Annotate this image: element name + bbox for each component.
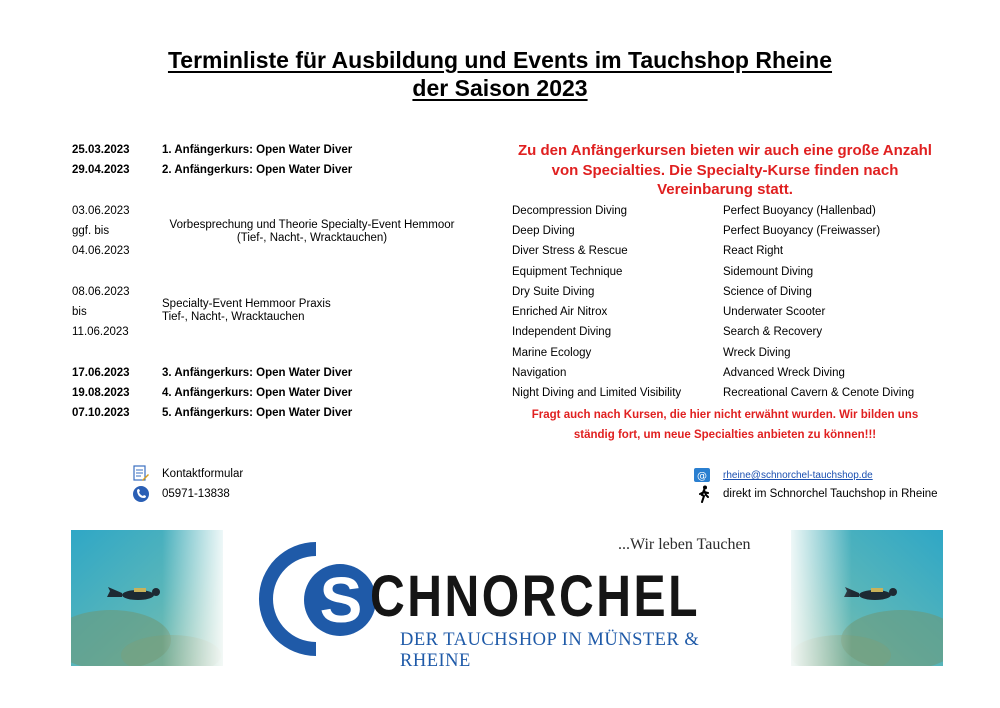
specialty-item: Navigation: [512, 367, 567, 379]
event-b-end: 11.06.2023: [72, 326, 129, 338]
specialty-item: React Right: [723, 245, 784, 257]
svg-text:@: @: [697, 471, 707, 482]
diver-photo-left: [71, 530, 223, 666]
specialty-item: Perfect Buoyancy (Hallenbad): [723, 205, 876, 217]
email-link[interactable]: rheine@schnorchel-tauchshop.de: [723, 470, 873, 481]
brand-tagline: ...Wir leben Tauchen: [618, 536, 751, 553]
event-a-description: [162, 219, 462, 245]
event-text: 3. Anfängerkurs: Open Water Diver: [162, 367, 353, 379]
phone-icon: [132, 485, 150, 503]
event-b-description: [162, 298, 331, 324]
specialty-item: Marine Ecology: [512, 347, 592, 359]
specialty-item: Equipment Technique: [512, 266, 623, 278]
event-a-line-1: Vorbesprechung und Theorie Specialty-Event Hemmoor: [169, 219, 455, 231]
page-title: [0, 46, 1000, 102]
event-date: 29.04.2023: [72, 164, 130, 176]
specialty-item: Sidemount Diving: [723, 266, 814, 278]
event-a-line-2: (Tief-, Nacht-, Wracktauchen): [236, 232, 388, 244]
diver-photo-right: [791, 530, 943, 666]
specialty-item: Enriched Air Nitrox: [512, 306, 608, 318]
brand-subtitle: DER TAUCHSHOP IN MÜNSTER & RHEINE: [400, 630, 700, 671]
note-line-1: Fragt auch nach Kursen, die hier nicht erwähnt wurden. Wir bilden uns: [531, 409, 919, 421]
specialty-item: Perfect Buoyancy (Freiwasser): [723, 225, 881, 237]
title-line-1: Terminliste für Ausbildung und Events im Tauchshop Rheine: [167, 47, 833, 73]
promo-line-3: Vereinbarung statt.: [657, 181, 793, 198]
event-text: 2. Anfängerkurs: Open Water Diver: [162, 164, 353, 176]
title-line-2: der Saison 2023: [412, 75, 588, 101]
specialty-item: Advanced Wreck Diving: [723, 367, 845, 379]
specialty-item: Diver Stress & Rescue: [512, 245, 628, 257]
schnorchel-logo: [258, 534, 758, 671]
specialty-item: Night Diving and Limited Visibility: [512, 387, 682, 399]
visit-store-text: direkt im Schnorchel Tauchshop in Rheine: [723, 488, 938, 500]
event-b-line-2: Tief-, Nacht-, Wracktauchen: [162, 311, 305, 323]
note-line-2: ständig fort, um neue Specialties anbieten zu können!!!: [573, 429, 877, 441]
specialty-item: Decompression Diving: [512, 205, 628, 217]
promo-line-1: Zu den Anfängerkursen bieten wir auch eine große Anzahl: [518, 142, 932, 159]
event-a-mid: ggf. bis: [72, 225, 110, 237]
specialty-item: Deep Diving: [512, 225, 575, 237]
brand-s-letter: S: [319, 564, 363, 636]
event-date: 25.03.2023: [72, 144, 130, 156]
brand-name: CHNORCHEL: [370, 564, 700, 629]
specialty-item: Wreck Diving: [723, 347, 791, 359]
event-text: 5. Anfängerkurs: Open Water Diver: [162, 407, 353, 419]
event-b-start: 08.06.2023: [72, 286, 130, 298]
contact-form-icon[interactable]: [132, 465, 150, 483]
event-a-end: 04.06.2023: [72, 245, 130, 257]
event-date: 17.06.2023: [72, 367, 130, 379]
specialty-item: Underwater Scooter: [723, 306, 826, 318]
phone-number: 05971-13838: [162, 488, 230, 500]
event-text: 1. Anfängerkurs: Open Water Diver: [162, 144, 353, 156]
event-a-start: 03.06.2023: [72, 205, 130, 217]
specialty-item: Independent Diving: [512, 326, 612, 338]
specialty-item: Science of Diving: [723, 286, 812, 298]
promo-line-2: von Specialties. Die Specialty-Kurse finden nach: [551, 161, 899, 179]
walking-person-icon: [695, 485, 713, 503]
event-b-line-1: Specialty-Event Hemmoor Praxis: [162, 298, 331, 310]
specialty-item: Dry Suite Diving: [512, 286, 595, 298]
email-icon: [693, 466, 711, 484]
event-date: 07.10.2023: [72, 407, 130, 419]
event-date: 19.08.2023: [72, 387, 130, 399]
specialty-item: Search & Recovery: [723, 326, 823, 338]
specialty-promo: [505, 141, 945, 200]
event-b-mid: bis: [72, 306, 87, 318]
specialty-item: Recreational Cavern & Cenote Diving: [723, 387, 915, 399]
contact-form-link[interactable]: Kontaktformular: [162, 468, 244, 480]
event-text: 4. Anfängerkurs: Open Water Diver: [162, 387, 353, 399]
course-note: [505, 405, 945, 445]
